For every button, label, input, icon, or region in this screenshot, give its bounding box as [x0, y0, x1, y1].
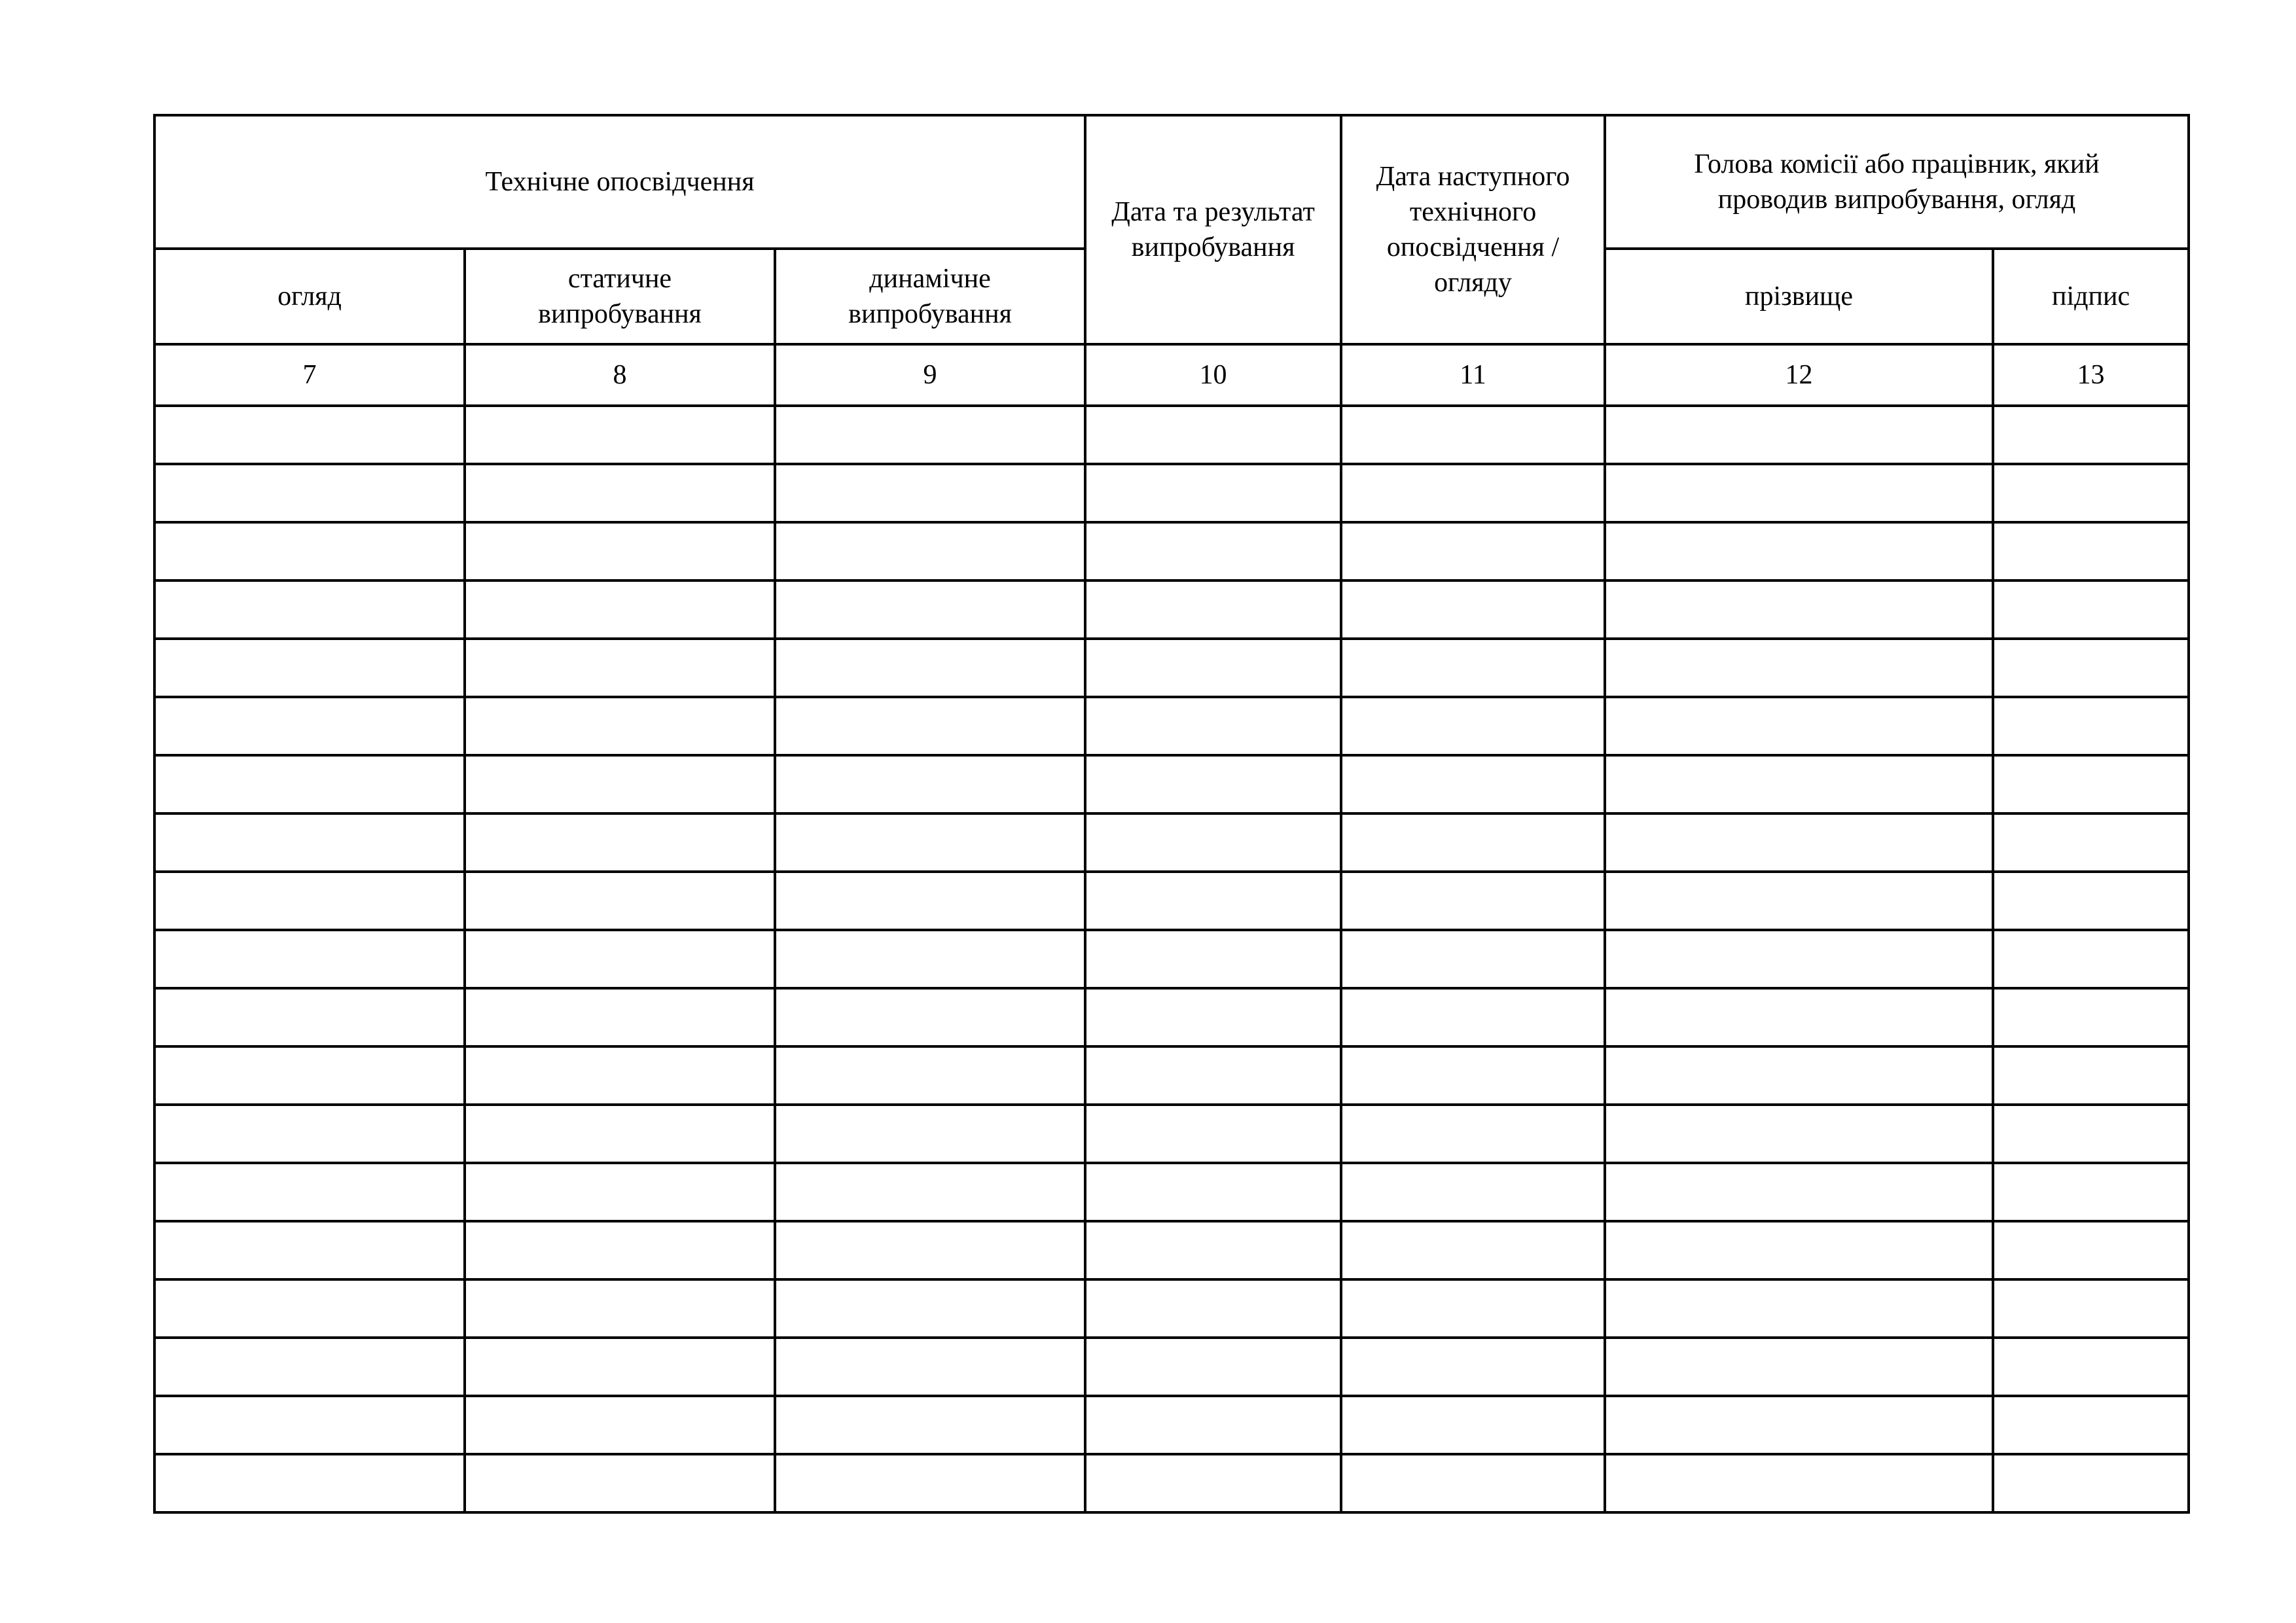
table-cell[interactable] [154, 1454, 465, 1512]
table-cell[interactable] [1085, 580, 1341, 639]
table-cell[interactable] [775, 1046, 1085, 1105]
table-cell[interactable] [1993, 1454, 2189, 1512]
table-cell[interactable] [465, 1396, 775, 1454]
table-cell[interactable] [154, 1221, 465, 1279]
table-cell[interactable] [465, 930, 775, 988]
table-cell[interactable] [1993, 522, 2189, 580]
table-cell[interactable] [1993, 697, 2189, 755]
table-cell[interactable] [465, 580, 775, 639]
header-commission-head-line: Голова комісії або працівник, який [1694, 149, 2100, 179]
header-dynamic-test [775, 249, 1085, 344]
table-cell[interactable] [1993, 1046, 2189, 1105]
header-next-inspection-date-line: опосвідчення / [1386, 232, 1560, 262]
table-cell[interactable] [1341, 697, 1605, 755]
header-static-test-line: статичне [567, 264, 672, 294]
table-cell[interactable] [154, 988, 465, 1046]
table-cell[interactable] [1993, 1105, 2189, 1163]
table-cell[interactable] [1605, 639, 1993, 697]
table-cell[interactable] [1993, 406, 2189, 464]
table-cell[interactable] [1341, 813, 1605, 872]
table-cell[interactable] [154, 930, 465, 988]
table-cell[interactable] [1341, 1221, 1605, 1279]
table-cell[interactable] [1085, 930, 1341, 988]
table-cell[interactable] [1993, 813, 2189, 872]
table-cell[interactable] [154, 1046, 465, 1105]
table-cell[interactable] [465, 988, 775, 1046]
column-number: 10 [1085, 344, 1341, 406]
table-cell[interactable] [1085, 813, 1341, 872]
table-cell[interactable] [1993, 872, 2189, 930]
table-cell[interactable] [1085, 1279, 1341, 1338]
table-cell[interactable] [465, 755, 775, 813]
table-cell[interactable] [1605, 1046, 1993, 1105]
table-cell[interactable] [1993, 988, 2189, 1046]
table-cell[interactable] [154, 639, 465, 697]
table-cell[interactable] [775, 639, 1085, 697]
table-cell[interactable] [1085, 697, 1341, 755]
table-cell[interactable] [1341, 872, 1605, 930]
table-cell[interactable] [775, 872, 1085, 930]
table-cell[interactable] [1993, 580, 2189, 639]
table-cell[interactable] [1341, 1338, 1605, 1396]
table-row [154, 522, 2189, 580]
column-number: 7 [154, 344, 465, 406]
header-dynamic-test-line: динамічне [869, 264, 991, 294]
header-dynamic-test-line: випробування [848, 299, 1012, 329]
table-cell[interactable] [154, 872, 465, 930]
table-cell[interactable] [1993, 1221, 2189, 1279]
table-cell[interactable] [1993, 1279, 2189, 1338]
table-row [154, 580, 2189, 639]
table-cell[interactable] [154, 1338, 465, 1396]
table-cell[interactable] [775, 464, 1085, 522]
table-cell[interactable] [1341, 930, 1605, 988]
table-cell[interactable] [465, 1163, 775, 1221]
table-cell[interactable] [1085, 639, 1341, 697]
header-inspection: огляд [154, 249, 465, 344]
table-cell[interactable] [1085, 1163, 1341, 1221]
table-cell[interactable] [1341, 988, 1605, 1046]
header-next-inspection-date-line: технічного [1409, 197, 1537, 227]
table-cell[interactable] [465, 872, 775, 930]
column-number: 11 [1341, 344, 1605, 406]
table-cell[interactable] [1085, 1221, 1341, 1279]
column-number-row [154, 344, 2189, 406]
table-row [154, 1221, 2189, 1279]
table-row [154, 813, 2189, 872]
table-cell[interactable] [465, 697, 775, 755]
table-row [154, 697, 2189, 755]
table-row [154, 988, 2189, 1046]
table-cell[interactable] [775, 580, 1085, 639]
table-cell[interactable] [1605, 464, 1993, 522]
table-cell[interactable] [465, 813, 775, 872]
table-cell[interactable] [154, 522, 465, 580]
table-cell[interactable] [1085, 1105, 1341, 1163]
header-test-date-result-line: випробування [1131, 232, 1295, 262]
table-cell[interactable] [1605, 1105, 1993, 1163]
table-cell[interactable] [775, 522, 1085, 580]
table-cell[interactable] [1341, 639, 1605, 697]
header-test-date-result-line: Дата та результат [1111, 197, 1315, 227]
table-cell[interactable] [1605, 872, 1993, 930]
table-row [154, 1279, 2189, 1338]
table-row [154, 1105, 2189, 1163]
table-cell[interactable] [1993, 1396, 2189, 1454]
table-cell[interactable] [154, 1163, 465, 1221]
table-cell[interactable] [775, 697, 1085, 755]
table-cell[interactable] [1341, 1105, 1605, 1163]
header-technical-inspection: Технічне опосвідчення [154, 115, 1085, 249]
table-cell[interactable] [1085, 464, 1341, 522]
header-static-test [465, 249, 775, 344]
table-cell[interactable] [154, 1105, 465, 1163]
header-test-date-result [1085, 115, 1341, 344]
table-cell[interactable] [1605, 988, 1993, 1046]
inspection-register-table [153, 114, 2190, 1514]
table-cell[interactable] [1605, 406, 1993, 464]
table-cell[interactable] [154, 813, 465, 872]
table-row [154, 639, 2189, 697]
table-cell[interactable] [1605, 522, 1993, 580]
table-row [154, 1396, 2189, 1454]
table-cell[interactable] [154, 697, 465, 755]
table-cell[interactable] [1085, 406, 1341, 464]
table-cell[interactable] [154, 464, 465, 522]
table-cell[interactable] [1605, 755, 1993, 813]
table-cell[interactable] [1605, 930, 1993, 988]
column-number: 12 [1605, 344, 1993, 406]
table-cell[interactable] [775, 1454, 1085, 1512]
table-cell[interactable] [465, 1105, 775, 1163]
table-cell[interactable] [1085, 1396, 1341, 1454]
table-cell[interactable] [1085, 872, 1341, 930]
table-cell[interactable] [1605, 580, 1993, 639]
table-cell[interactable] [775, 813, 1085, 872]
table-cell[interactable] [1993, 464, 2189, 522]
table-cell[interactable] [1993, 930, 2189, 988]
table-cell[interactable] [1341, 406, 1605, 464]
table-cell[interactable] [1605, 813, 1993, 872]
table-cell[interactable] [1085, 1338, 1341, 1396]
table-cell[interactable] [1341, 464, 1605, 522]
table-cell[interactable] [1605, 1279, 1993, 1338]
table-cell[interactable] [1341, 522, 1605, 580]
table-cell[interactable] [154, 1279, 465, 1338]
table-cell[interactable] [1341, 1163, 1605, 1221]
table-row [154, 1338, 2189, 1396]
table-cell[interactable] [1605, 1396, 1993, 1454]
table-cell[interactable] [775, 1279, 1085, 1338]
table-cell[interactable] [1605, 1338, 1993, 1396]
table-cell[interactable] [775, 930, 1085, 988]
table-cell[interactable] [1605, 697, 1993, 755]
table-cell[interactable] [154, 1396, 465, 1454]
table-cell[interactable] [1341, 1279, 1605, 1338]
table-cell[interactable] [775, 1338, 1085, 1396]
header-next-inspection-date-line: Дата наступного [1376, 162, 1570, 192]
table-cell[interactable] [1341, 755, 1605, 813]
table-cell[interactable] [1341, 1046, 1605, 1105]
table-cell[interactable] [775, 755, 1085, 813]
table-cell[interactable] [775, 988, 1085, 1046]
table-cell[interactable] [1085, 988, 1341, 1046]
header-static-test-line: випробування [538, 299, 702, 329]
table-row [154, 1454, 2189, 1512]
table-cell[interactable] [775, 1221, 1085, 1279]
table-cell[interactable] [775, 1396, 1085, 1454]
table-cell[interactable] [465, 639, 775, 697]
table-cell[interactable] [1605, 1163, 1993, 1221]
table-cell[interactable] [775, 1105, 1085, 1163]
table-cell[interactable] [1605, 1454, 1993, 1512]
table-cell[interactable] [775, 406, 1085, 464]
table-cell[interactable] [1085, 1046, 1341, 1105]
header-commission-head-line: проводив випробування, огляд [1717, 185, 2076, 215]
header-row-top [154, 115, 2189, 249]
table-row [154, 406, 2189, 464]
header-next-inspection-date-line: огляду [1434, 268, 1512, 298]
table-cell[interactable] [154, 406, 465, 464]
header-surname: прізвище [1605, 249, 1993, 344]
table-row [154, 930, 2189, 988]
table-row [154, 1163, 2189, 1221]
column-number: 9 [775, 344, 1085, 406]
table-cell[interactable] [465, 1279, 775, 1338]
table-cell[interactable] [1993, 639, 2189, 697]
table-row [154, 755, 2189, 813]
table-cell[interactable] [154, 755, 465, 813]
table-row [154, 872, 2189, 930]
table-cell[interactable] [1605, 1221, 1993, 1279]
table-cell[interactable] [465, 464, 775, 522]
table-cell[interactable] [1085, 522, 1341, 580]
table-cell[interactable] [465, 1338, 775, 1396]
table-cell[interactable] [465, 1454, 775, 1512]
table-row [154, 464, 2189, 522]
table-cell[interactable] [1341, 1454, 1605, 1512]
table-cell[interactable] [465, 522, 775, 580]
header-next-inspection-date [1341, 115, 1605, 344]
table-cell[interactable] [465, 1221, 775, 1279]
column-number: 8 [465, 344, 775, 406]
table-cell[interactable] [775, 1163, 1085, 1221]
table-cell[interactable] [1341, 1396, 1605, 1454]
table-cell[interactable] [1993, 1338, 2189, 1396]
table-cell[interactable] [1341, 580, 1605, 639]
table-row [154, 1046, 2189, 1105]
header-signature: підпис [1993, 249, 2189, 344]
table-cell[interactable] [154, 580, 465, 639]
table-cell[interactable] [465, 1046, 775, 1105]
table-cell[interactable] [1993, 755, 2189, 813]
table-cell[interactable] [1993, 1163, 2189, 1221]
table-cell[interactable] [1085, 1454, 1341, 1512]
column-number: 13 [1993, 344, 2189, 406]
table-cell[interactable] [465, 406, 775, 464]
header-commission-head [1605, 115, 2189, 249]
table-cell[interactable] [1085, 755, 1341, 813]
